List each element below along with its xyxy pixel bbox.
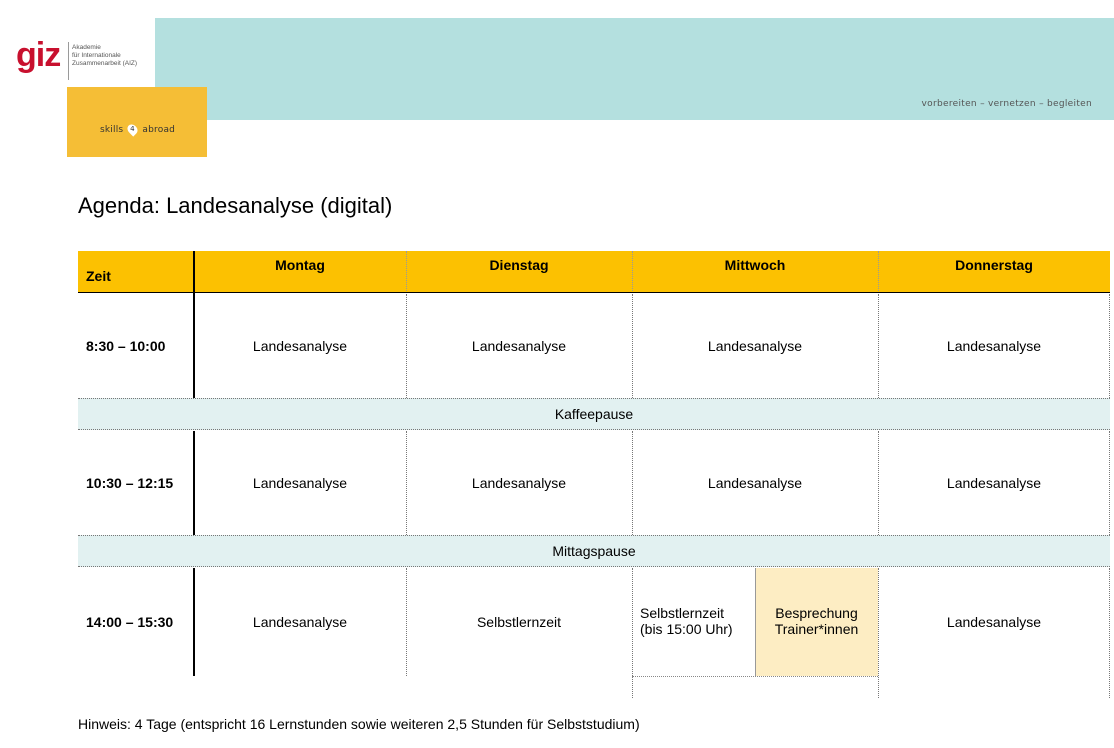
column-divider [878, 568, 879, 698]
row-divider [632, 676, 878, 677]
header-montag: Montag [194, 251, 406, 293]
org-name [72, 44, 152, 68]
skills-text: skills [100, 125, 124, 135]
cell-montag-2: Landesanalyse [252, 475, 348, 491]
cell-mittwoch-2: Landesanalyse [707, 475, 803, 491]
column-divider [1109, 568, 1110, 698]
column-divider [406, 431, 407, 535]
org-line: für Internationale [72, 52, 121, 59]
header-divider [878, 251, 879, 293]
header-mittwoch: Mittwoch [632, 251, 878, 293]
column-divider [632, 568, 633, 698]
cell-mittwoch-3-besprechung [755, 568, 878, 676]
logo-divider [68, 42, 69, 80]
column-divider [632, 431, 633, 535]
header-divider [406, 251, 407, 293]
cell-donnerstag-3: Landesanalyse [946, 614, 1042, 630]
header-dienstag: Dienstag [406, 251, 632, 293]
zeit-column-rule [193, 568, 195, 676]
location-pin-icon [126, 122, 140, 136]
cell-text-line: Selbstlernzeit [640, 605, 725, 621]
header-donnerstag: Donnerstag [878, 251, 1110, 293]
column-divider [406, 294, 407, 398]
column-divider [755, 568, 756, 676]
org-line: Akademie [72, 44, 101, 51]
cell-text-line: Trainer*innen [774, 621, 859, 637]
cell-dienstag-1: Landesanalyse [471, 338, 567, 354]
column-divider [632, 294, 633, 398]
column-divider [1109, 294, 1110, 398]
cell-montag-3: Landesanalyse [252, 614, 348, 630]
column-divider [878, 431, 879, 535]
time-slot-1: 8:30 – 10:00 [86, 338, 166, 354]
cell-text-line: Besprechung [775, 605, 858, 621]
time-slot-3: 14:00 – 15:30 [86, 614, 174, 630]
lunch-break-row: Mittagspause [78, 535, 1110, 567]
column-divider [878, 294, 879, 398]
cell-donnerstag-2: Landesanalyse [946, 475, 1042, 491]
page-title: Agenda: Landesanalyse (digital) [78, 193, 393, 218]
header-zeit: Zeit [78, 251, 194, 293]
zeit-column-rule [193, 251, 195, 398]
giz-logo: giz [16, 36, 61, 74]
zeit-column-rule [193, 431, 195, 535]
cell-mittwoch-1: Landesanalyse [707, 338, 803, 354]
header-bottom-rule [78, 292, 1110, 293]
footnote: Hinweis: 4 Tage (entspricht 16 Lernstunden sowie weiteren 2,5 Stunden für Selbststudium) [78, 716, 640, 732]
column-divider [406, 568, 407, 676]
cell-dienstag-3: Selbstlernzeit [476, 614, 562, 630]
coffee-break-row: Kaffeepause [78, 398, 1110, 430]
skills-banner [67, 87, 207, 157]
skills4abroad-logo [100, 124, 175, 135]
org-line: Zusammenarbeit (AIZ) [72, 60, 138, 67]
cell-dienstag-2: Landesanalyse [471, 475, 567, 491]
header-divider [632, 251, 633, 293]
cell-mittwoch-3-selbstlernzeit [632, 568, 755, 676]
tagline: vorbereiten – vernetzen – begleiten [921, 99, 1092, 109]
time-slot-2: 10:30 – 12:15 [86, 475, 174, 491]
cell-montag-1: Landesanalyse [252, 338, 348, 354]
cell-donnerstag-1: Landesanalyse [946, 338, 1042, 354]
pin-number: 4 [130, 125, 136, 133]
cell-text-line: (bis 15:00 Uhr) [640, 621, 733, 637]
abroad-text: abroad [142, 125, 176, 135]
column-divider [1109, 431, 1110, 535]
